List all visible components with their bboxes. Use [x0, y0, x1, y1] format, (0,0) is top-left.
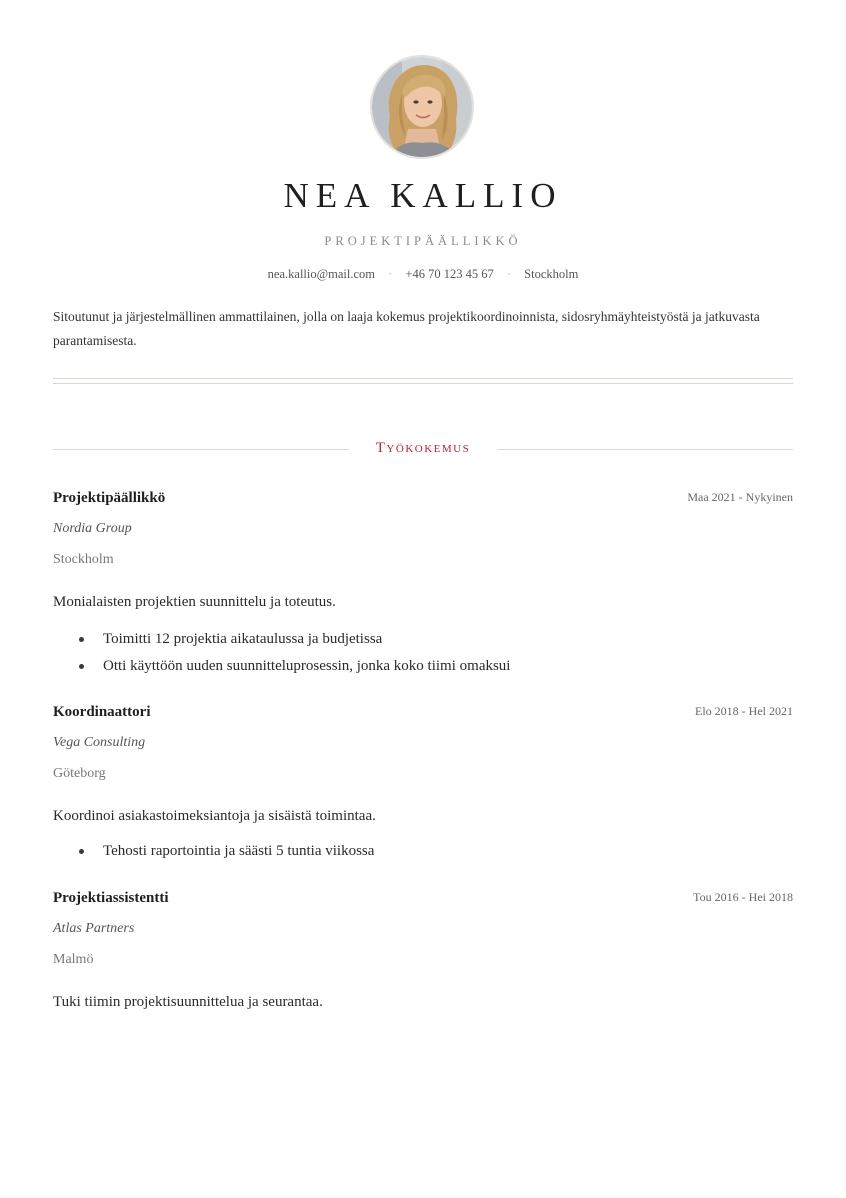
job-company: Vega Consulting	[53, 735, 146, 750]
job-achievements	[53, 626, 510, 680]
job-dates: Tou 2016 - Hei 2018	[693, 890, 793, 904]
candidate-name: NEA KALLIO	[283, 176, 563, 215]
bullet-icon	[79, 664, 84, 669]
achievement-item	[53, 653, 510, 680]
job-dates: Elo 2018 - Hel 2021	[695, 704, 793, 718]
achievement-text: Toimitti 12 projektia aikataulussa ja budjetissa	[103, 631, 383, 647]
achievement-text: Otti käyttöön uuden suunnitteluprosessin, jonka koko tiimi omaksui	[103, 658, 511, 674]
job-achievements	[53, 838, 374, 865]
avatar	[370, 55, 474, 159]
achievement-item	[53, 626, 510, 653]
section-rule-right	[497, 449, 793, 450]
contact-email[interactable]: nea.kallio@mail.com	[267, 267, 375, 281]
job-location: Stockholm	[53, 552, 114, 567]
section-rule-left	[53, 449, 349, 450]
contact-phone[interactable]: +46 70 123 45 67	[405, 267, 494, 281]
profile-photo-illustration	[372, 57, 472, 157]
contact-separator: ·	[506, 267, 512, 281]
bullet-icon	[79, 849, 84, 854]
bullet-icon	[79, 637, 84, 642]
contact-city: Stockholm	[524, 267, 579, 281]
achievement-item	[53, 838, 374, 865]
contact-separator: ·	[388, 267, 393, 281]
profile-summary: Sitoutunut ja järjestelmällinen ammattilainen, jolla on laaja kokemus projektikoordinoinnista, sidosryhmäyhteistyöstä ja jatkuvasta parantamisesta.	[53, 309, 760, 348]
job-location: Göteborg	[53, 766, 106, 781]
job-role: Projektiassistentti	[53, 890, 169, 906]
job-company: Nordia Group	[53, 521, 132, 536]
job-description: Monialaisten projektien suunnittelu ja toteutus.	[53, 594, 336, 610]
achievement-text: Tehosti raportointia ja säästi 5 tuntia viikossa	[103, 843, 375, 859]
job-company: Atlas Partners	[53, 921, 135, 936]
job-description: Tuki tiimin projektisuunnittelua ja seurantaa.	[53, 994, 323, 1010]
contact-line	[0, 267, 846, 282]
divider	[53, 383, 793, 384]
job-role: Koordinaattori	[53, 704, 151, 720]
job-location: Malmö	[53, 952, 94, 967]
section-title-experience: Työkokemus	[375, 440, 471, 456]
divider	[53, 378, 793, 379]
job-title: PROJEKTIPÄÄLLIKKÖ	[324, 234, 522, 248]
job-description: Koordinoi asiakastoimeksiantoja ja sisäistä toimintaa.	[53, 808, 376, 824]
job-role: Projektipäällikkö	[53, 490, 166, 506]
job-dates: Maa 2021 - Nykyinen	[687, 490, 793, 504]
